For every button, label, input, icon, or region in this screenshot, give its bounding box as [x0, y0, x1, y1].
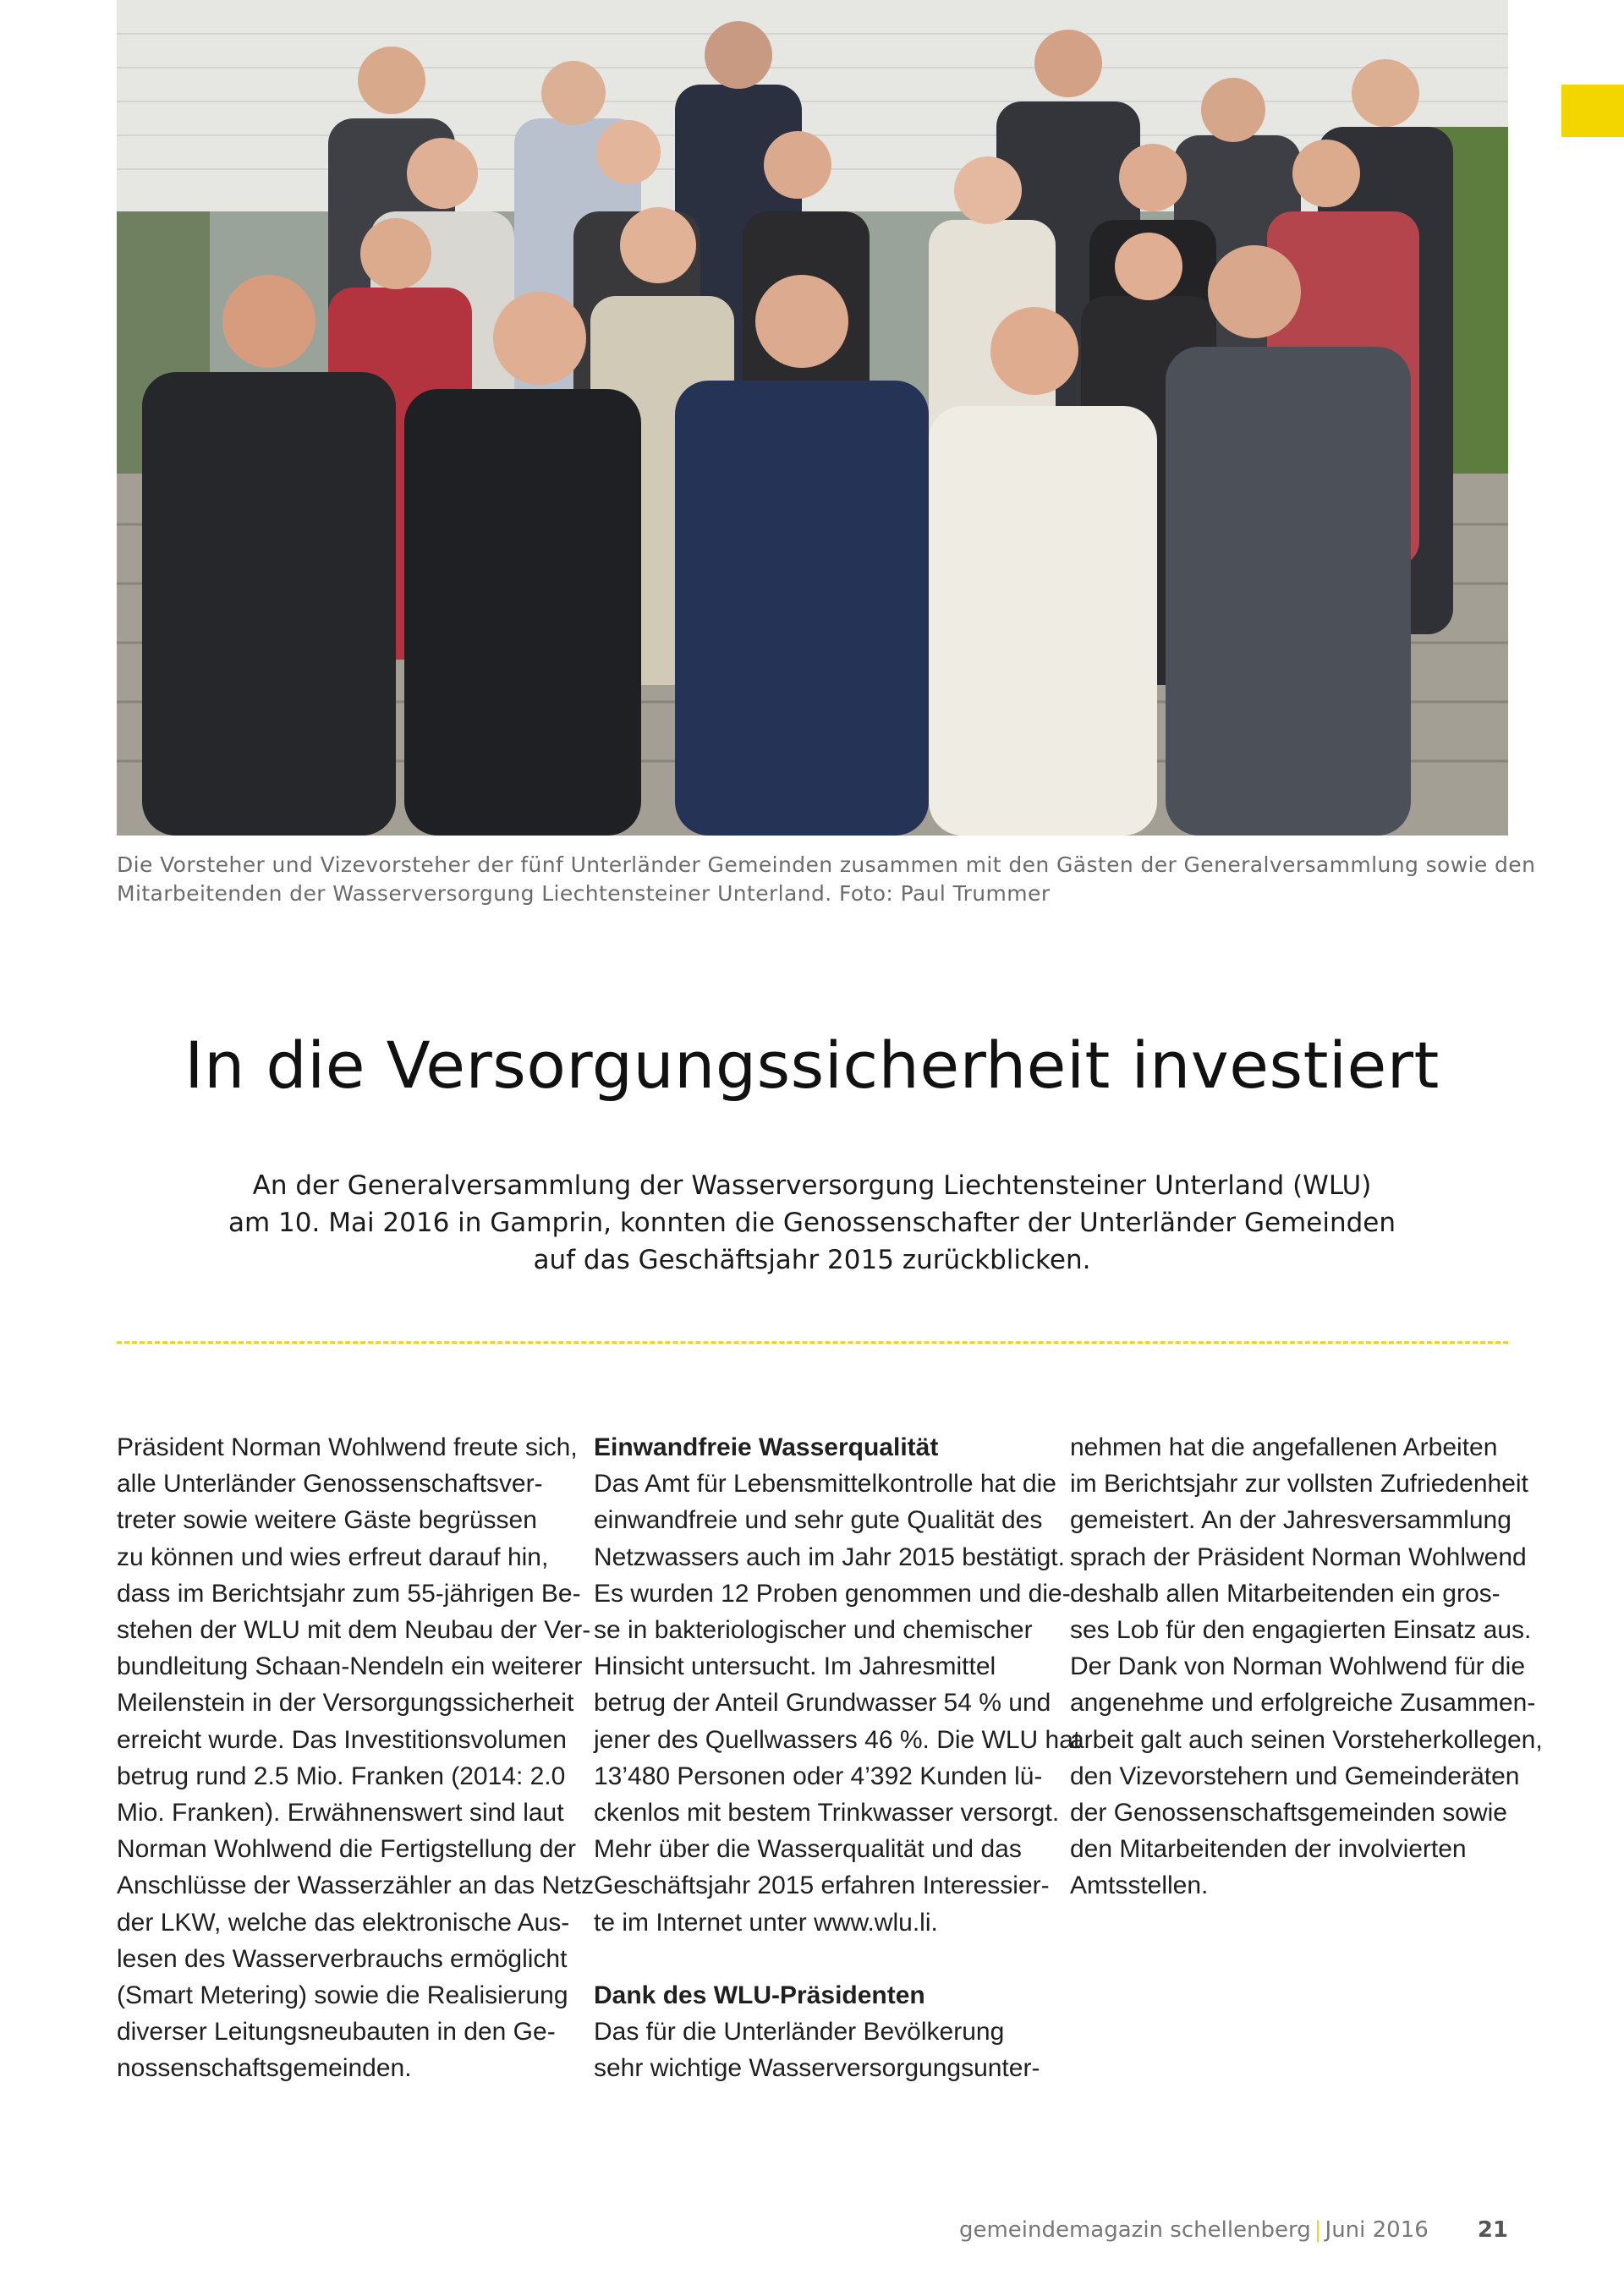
body-line: der Genossenschaftsgemeinden sowie	[1070, 1799, 1507, 1827]
body-line: nossenschaftsgemeinden.	[117, 2054, 412, 2083]
body-line: arbeit galt auch seinen Vorsteherkollegen,	[1070, 1725, 1543, 1754]
body-line: erreicht wurde. Das Investitionsvolumen	[117, 1725, 567, 1754]
body-column-3	[1070, 1429, 1543, 1904]
photo-caption	[117, 851, 1536, 908]
body-line: 13’480 Personen oder 4’392 Kunden lü-	[594, 1762, 1043, 1790]
body-line: diverser Leitungsneubauten in den Ge-	[117, 2018, 556, 2047]
body-line: Amtsstellen.	[1070, 1871, 1209, 1900]
body-line: Netzwassers auch im Jahr 2015 bestätigt.	[594, 1543, 1065, 1571]
body-line: betrug der Anteil Grundwasser 54 % und	[594, 1689, 1051, 1718]
section-heading: Einwandfreie Wasserqualität	[594, 1433, 939, 1461]
body-line: Das für die Unterländer Bevölkerung	[594, 2018, 1005, 2047]
body-line: nehmen hat die angefallenen Arbeiten	[1070, 1433, 1498, 1461]
body-line: der LKW, welche das elektronische Aus-	[117, 1908, 570, 1937]
body-line: den Vizevorstehern und Gemeinderäten	[1070, 1762, 1520, 1790]
magazine-name: gemeindemagazin schellenberg	[958, 2217, 1311, 2243]
body-line: bundleitung Schaan-Nendeln ein weiterer	[117, 1652, 583, 1681]
body-line: alle Unterländer Genossenschaftsver-	[117, 1470, 543, 1499]
body-line: Präsident Norman Wohlwend freute sich,	[117, 1433, 578, 1461]
body-line: betrug rund 2.5 Mio. Franken (2014: 2.0	[117, 1762, 566, 1790]
body-line: lesen des Wasserverbrauchs ermöglicht	[117, 1944, 568, 1973]
body-line: Meilenstein in der Versorgungssicherheit	[117, 1689, 574, 1718]
page-footer	[846, 2216, 1508, 2244]
body-line: angenehme und erfolgreiche Zusammen-	[1070, 1689, 1536, 1718]
section-tab-marker	[1561, 85, 1624, 137]
body-line: (Smart Metering) sowie die Realisierung	[117, 1981, 568, 2010]
body-line: Der Dank von Norman Wohlwend für die	[1070, 1652, 1526, 1681]
lead-line: auf das Geschäftsjahr 2015 zurückblicken.	[533, 1245, 1091, 1275]
body-line: einwandfreie und sehr gute Qualität des	[594, 1506, 1043, 1535]
body-column-2	[594, 1429, 1081, 2087]
body-line: den Mitarbeitenden der involvierten	[1070, 1835, 1467, 1864]
paragraph-gap	[594, 1941, 1051, 1977]
body-line: treter sowie weitere Gäste begrüssen	[117, 1506, 537, 1535]
body-line: jener des Quellwassers 46 %. Die WLU hat	[594, 1725, 1081, 1754]
body-line: gemeistert. An der Jahresversammlung	[1070, 1506, 1512, 1535]
article-lead	[169, 1167, 1455, 1279]
body-line: Mio. Franken). Erwähnenswert sind laut	[117, 1799, 564, 1827]
group-photo-illustration	[117, 0, 1508, 836]
article-headline: In die Versorgungssicherheit investiert	[184, 1027, 1440, 1103]
lead-line: am 10. Mai 2016 in Gamprin, konnten die Genossenschafter der Unterländer Gemeinden	[228, 1208, 1396, 1238]
issue-date: Juni 2016	[1325, 2217, 1429, 2243]
caption-line: Mitarbeitenden der Wasserversorgung Liechtensteiner Unterland. Foto: Paul Trummer	[117, 881, 1051, 906]
page-number: 21	[1477, 2217, 1508, 2243]
body-line: deshalb allen Mitarbeitenden ein gros-	[1070, 1579, 1501, 1608]
body-line: sehr wichtige Wasserversorgungsunter-	[594, 2054, 1040, 2083]
body-line: Mehr über die Wasserqualität und das	[594, 1835, 1022, 1864]
section-heading: Dank des WLU-Präsidenten	[594, 1981, 925, 2010]
footer-separator: |	[1314, 2217, 1322, 2243]
lead-line: An der Generalversammlung der Wasserversorgung Liechtensteiner Unterland (WLU)	[252, 1170, 1372, 1201]
body-line: dass im Berichtsjahr zum 55-jährigen Be-	[117, 1579, 581, 1608]
body-line: te im Internet unter www.wlu.li.	[594, 1908, 938, 1937]
body-line: zu können und wies erfreut darauf hin,	[117, 1543, 549, 1571]
body-column-1	[117, 1429, 595, 2087]
body-line: Anschlüsse der Wasserzähler an das Netz	[117, 1871, 595, 1900]
dashed-separator	[117, 1341, 1508, 1344]
body-line: Hinsicht untersucht. Im Jahresmittel	[594, 1652, 996, 1681]
body-line: Norman Wohlwend die Fertigstellung der	[117, 1835, 577, 1864]
body-line: Das Amt für Lebensmittelkontrolle hat die	[594, 1470, 1056, 1499]
body-line: ckenlos mit bestem Trinkwasser versorgt.	[594, 1799, 1060, 1827]
body-line: im Berichtsjahr zur vollsten Zufriedenheit	[1070, 1470, 1528, 1499]
body-line: Es wurden 12 Proben genommen und die-	[594, 1579, 1071, 1608]
body-line: stehen der WLU mit dem Neubau der Ver-	[117, 1616, 591, 1645]
body-line: Geschäftsjahr 2015 erfahren Interessier-	[594, 1871, 1050, 1900]
body-line: se in bakteriologischer und chemischer	[594, 1616, 1033, 1645]
caption-line: Die Vorsteher und Vizevorsteher der fünf Unterländer Gemeinden zusammen mit den Gästen der Generalversammlung sowie den	[117, 852, 1536, 877]
group-photo	[117, 0, 1508, 836]
body-line: ses Lob für den engagierten Einsatz aus.	[1070, 1616, 1532, 1645]
body-line: sprach der Präsident Norman Wohlwend	[1070, 1543, 1527, 1571]
